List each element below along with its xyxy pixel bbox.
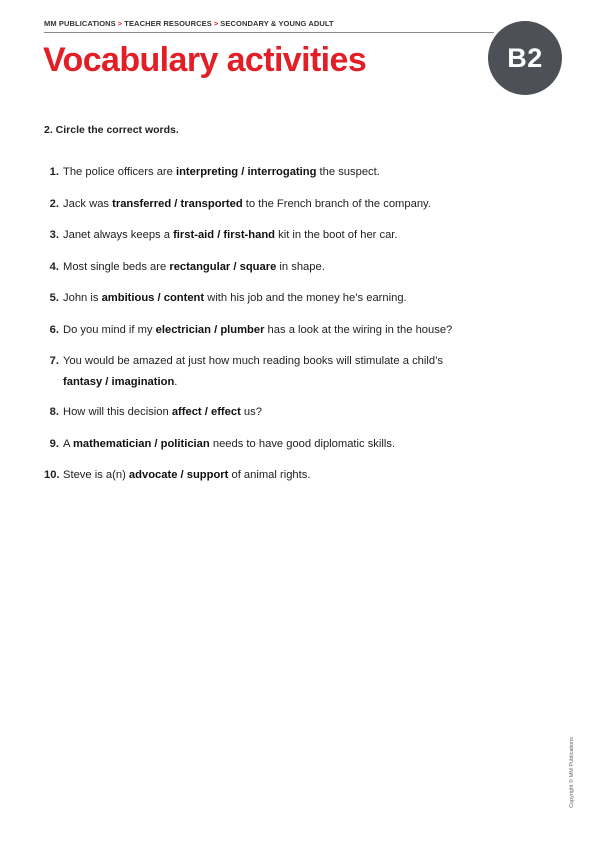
word-choice[interactable]: fantasy / imagination (63, 376, 175, 388)
header-divider (44, 32, 494, 33)
item-number: 7. (49, 355, 59, 367)
list-item (44, 162, 524, 183)
item-text-after: to the French branch of the company. (242, 197, 431, 210)
list-item (44, 194, 524, 215)
word-choice[interactable]: rectangular / square (169, 260, 277, 273)
item-text-before: Steve is a(n) (63, 469, 129, 481)
list-item (44, 225, 524, 246)
item-text-before: John is (63, 292, 102, 304)
breadcrumb (44, 19, 334, 28)
word-choice[interactable]: electrician / plumber (155, 323, 265, 336)
item-text-before: How will this decision (63, 406, 172, 418)
word-choice[interactable]: affect / effect (171, 406, 241, 418)
word-choice[interactable]: ambitious / content (101, 292, 205, 304)
level-badge: B2 (488, 21, 562, 95)
list-item (44, 465, 524, 486)
item-text-after: us? (240, 406, 262, 418)
item-text-before: Most single beds are (63, 260, 170, 273)
item-number: 9. (49, 437, 59, 450)
list-item (44, 288, 524, 309)
page-title: Vocabulary activities (43, 41, 367, 79)
item-text-after: with his job and the money he’s earning. (204, 292, 407, 304)
item-number: 8. (49, 406, 59, 418)
item-number: 1. (49, 166, 59, 178)
word-choice[interactable]: interpreting / interrogating (175, 166, 317, 178)
item-text-before: Do you mind if my (63, 323, 156, 336)
item-text-after: in shape. (276, 260, 325, 273)
item-number: 5. (49, 292, 59, 304)
word-choice[interactable]: mathematician / politician (72, 437, 210, 450)
item-text-after: kit in the boot of her car. (275, 229, 398, 241)
item-number: 3. (49, 229, 59, 241)
item-text-after: . (174, 376, 178, 388)
word-choice[interactable]: first-aid / first-hand (173, 229, 276, 241)
item-text-before: The police officers are (63, 166, 176, 178)
item-number: 6. (49, 323, 59, 336)
item-text-before: Janet always keeps a (63, 229, 174, 241)
item-number: 4. (49, 260, 59, 273)
breadcrumb-separator: > (213, 19, 219, 28)
item-text-after: the suspect. (316, 166, 380, 178)
item-number: 2. (49, 197, 59, 210)
item-text-after: has a look at the wiring in the house? (264, 323, 453, 336)
item-text-before: A (63, 437, 73, 450)
word-choice[interactable]: transferred / transported (112, 197, 243, 210)
list-item (44, 402, 524, 423)
copyright-notice: Copyright © MM Publications (569, 737, 575, 808)
exercise-instruction: 2. Circle the correct words. (44, 124, 179, 136)
item-text-before: You would be amazed at just how much reading books will stimulate a child’s (63, 355, 443, 367)
breadcrumb-item-teacher-resources[interactable]: TEACHER RESOURCES (124, 19, 212, 28)
item-number: 10. (44, 469, 60, 481)
item-text-before: Jack was (63, 197, 113, 210)
exercise-list (44, 162, 524, 497)
breadcrumb-item-secondary[interactable]: SECONDARY & YOUNG ADULT (220, 19, 334, 28)
breadcrumb-separator: > (117, 19, 123, 28)
list-item (44, 257, 524, 278)
word-choice[interactable]: advocate / support (128, 469, 229, 481)
list-item (44, 434, 524, 455)
item-text-after: of animal rights. (228, 469, 311, 481)
list-item (44, 351, 524, 393)
item-text-after: needs to have good diplomatic skills. (209, 437, 396, 450)
list-item (44, 320, 524, 341)
breadcrumb-item-publisher[interactable]: MM PUBLICATIONS (44, 19, 116, 28)
